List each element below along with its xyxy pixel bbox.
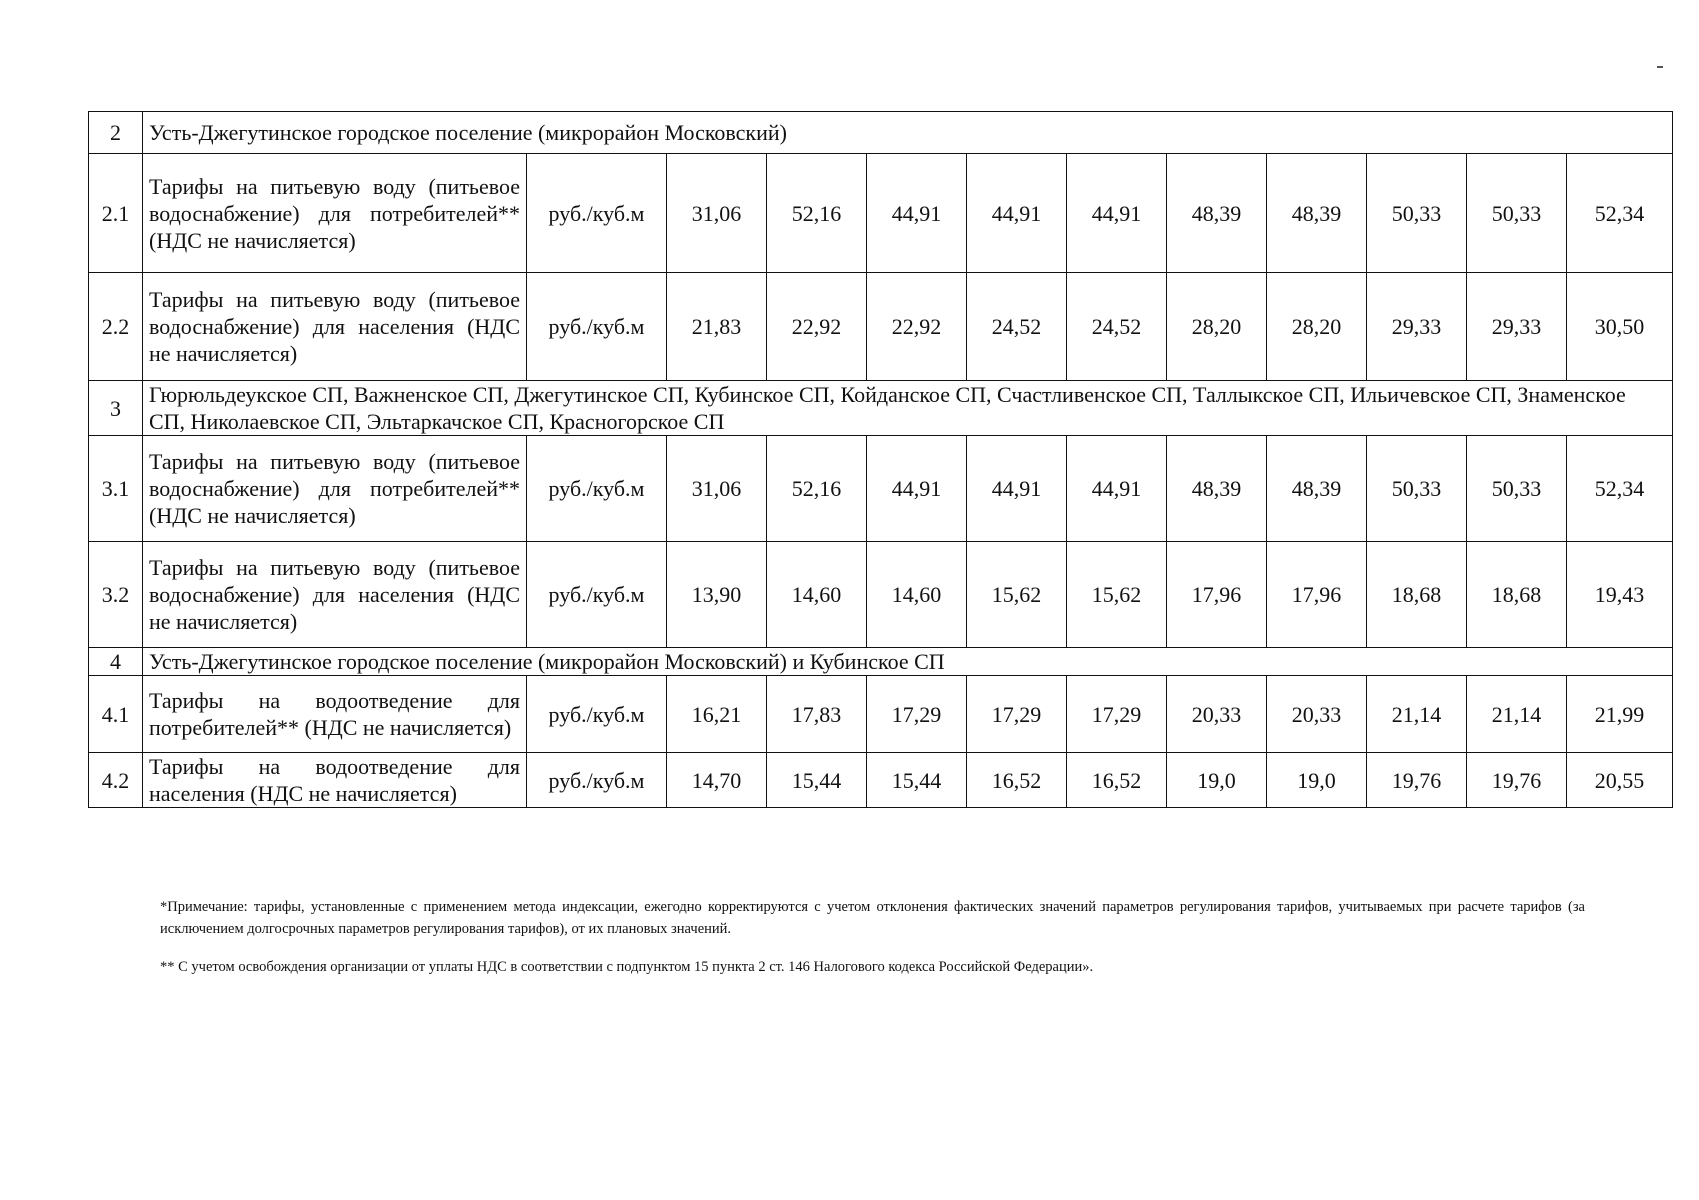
- row-number: 3.1: [89, 436, 143, 542]
- scan-mark: [1657, 66, 1663, 68]
- tariff-value: 48,39: [1167, 436, 1267, 542]
- tariff-value: 14,60: [767, 542, 867, 648]
- tariff-value: 16,52: [967, 753, 1067, 808]
- tariff-value: 19,0: [1167, 753, 1267, 808]
- unit-cell: руб./куб.м: [527, 676, 667, 753]
- tariff-value: 50,33: [1467, 154, 1567, 273]
- tariff-value: 18,68: [1467, 542, 1567, 648]
- section-title: Усть-Джегутинское городское поселение (микрорайон Московский): [143, 112, 1673, 154]
- tariff-value: 29,33: [1367, 273, 1467, 381]
- table-row: [89, 542, 1673, 648]
- tariff-value: 28,20: [1167, 273, 1267, 381]
- tariff-value: 44,91: [967, 436, 1067, 542]
- tariff-value: 20,33: [1167, 676, 1267, 753]
- tariff-value: 19,76: [1367, 753, 1467, 808]
- unit-cell: руб./куб.м: [527, 154, 667, 273]
- tariff-value: 50,33: [1367, 154, 1467, 273]
- tariff-value: 48,39: [1267, 154, 1367, 273]
- footnote-indexation: *Примечание: тарифы, установленные с применением метода индексации, ежегодно корректируются с учетом отклонения фактических значений параметров регулирования тарифов, учитываемых при расчете тарифов (за исключением долгосрочных параметров регулирования тарифов), от их плановых значений.: [160, 899, 1585, 937]
- tariff-value: 20,55: [1567, 753, 1673, 808]
- section-row: [89, 648, 1673, 676]
- tariff-value: 44,91: [967, 154, 1067, 273]
- unit-cell: руб./куб.м: [527, 273, 667, 381]
- table-row: [89, 676, 1673, 753]
- tariff-value: 14,70: [667, 753, 767, 808]
- unit-cell: руб./куб.м: [527, 436, 667, 542]
- tariff-value: 44,91: [1067, 154, 1167, 273]
- tariff-value: 48,39: [1267, 436, 1367, 542]
- tariff-description: Тарифы на питьевую воду (питьевое водоснабжение) для потребителей** (НДС не начисляется): [143, 436, 527, 542]
- tariff-value: 21,99: [1567, 676, 1673, 753]
- unit-cell: руб./куб.м: [527, 542, 667, 648]
- row-number: 2: [89, 112, 143, 154]
- tariff-description: Тарифы на питьевую воду (питьевое водоснабжение) для населения (НДС не начисляется): [143, 273, 527, 381]
- tariff-value: 24,52: [1067, 273, 1167, 381]
- tariff-value: 44,91: [867, 436, 967, 542]
- tariff-value: 44,91: [1067, 436, 1167, 542]
- tariff-value: 17,96: [1167, 542, 1267, 648]
- row-number: 2.1: [89, 154, 143, 273]
- footnotes: [160, 896, 1585, 978]
- tariff-value: 20,33: [1267, 676, 1367, 753]
- tariff-value: 16,52: [1067, 753, 1167, 808]
- tariff-value: 52,16: [767, 154, 867, 273]
- table-row: [89, 436, 1673, 542]
- tariff-table: [88, 111, 1673, 808]
- tariff-value: 21,14: [1367, 676, 1467, 753]
- tariff-value: 19,76: [1467, 753, 1567, 808]
- table-row: [89, 154, 1673, 273]
- tariff-value: 31,06: [667, 154, 767, 273]
- section-row: [89, 112, 1673, 154]
- tariff-value: 44,91: [867, 154, 967, 273]
- tariff-value: 15,62: [967, 542, 1067, 648]
- tariff-description: Тарифы на водоотведение для населения (НДС не начисляется): [143, 753, 527, 808]
- tariff-value: 15,44: [867, 753, 967, 808]
- section-title: Усть-Джегутинское городское поселение (микрорайон Московский) и Кубинское СП: [143, 648, 1673, 676]
- tariff-value: 24,52: [967, 273, 1067, 381]
- tariff-value: 22,92: [867, 273, 967, 381]
- tariff-value: 52,34: [1567, 436, 1673, 542]
- tariff-value: 14,60: [867, 542, 967, 648]
- tariff-value: 31,06: [667, 436, 767, 542]
- tariff-value: 22,92: [767, 273, 867, 381]
- tariff-value: 17,96: [1267, 542, 1367, 648]
- tariff-value: 50,33: [1467, 436, 1567, 542]
- tariff-description: Тарифы на питьевую воду (питьевое водоснабжение) для потребителей** (НДС не начисляется): [143, 154, 527, 273]
- tariff-value: 30,50: [1567, 273, 1673, 381]
- row-number: 2.2: [89, 273, 143, 381]
- tariff-value: 19,43: [1567, 542, 1673, 648]
- tariff-value: 21,83: [667, 273, 767, 381]
- tariff-value: 29,33: [1467, 273, 1567, 381]
- row-number: 4: [89, 648, 143, 676]
- tariff-value: 28,20: [1267, 273, 1367, 381]
- tariff-value: 17,29: [867, 676, 967, 753]
- tariff-value: 15,62: [1067, 542, 1167, 648]
- tariff-value: 17,29: [967, 676, 1067, 753]
- tariff-value: 17,29: [1067, 676, 1167, 753]
- unit-cell: руб./куб.м: [527, 753, 667, 808]
- tariff-value: 18,68: [1367, 542, 1467, 648]
- table-row: [89, 273, 1673, 381]
- section-row: [89, 381, 1673, 436]
- footnote-vat: ** С учетом освобождения организации от уплаты НДС в соответствии с подпунктом 15 пункта 2 ст. 146 Налогового кодекса Российской Федерации».: [160, 959, 1094, 975]
- tariff-value: 50,33: [1367, 436, 1467, 542]
- row-number: 3.2: [89, 542, 143, 648]
- tariff-value: 16,21: [667, 676, 767, 753]
- row-number: 4.2: [89, 753, 143, 808]
- table-row: [89, 753, 1673, 808]
- row-number: 3: [89, 381, 143, 436]
- tariff-value: 21,14: [1467, 676, 1567, 753]
- tariff-value: 13,90: [667, 542, 767, 648]
- tariff-table-body: [89, 112, 1673, 808]
- section-title: Гюрюльдеукское СП, Важненское СП, Джегутинское СП, Кубинское СП, Койданское СП, Счастливенское СП, Таллыкское СП, Ильичевское СП, Знаменское СП, Николаевское СП, Эльтаркачское СП, Красногорское СП: [143, 381, 1673, 436]
- tariff-value: 17,83: [767, 676, 867, 753]
- tariff-value: 15,44: [767, 753, 867, 808]
- tariff-description: Тарифы на питьевую воду (питьевое водоснабжение) для населения (НДС не начисляется): [143, 542, 527, 648]
- row-number: 4.1: [89, 676, 143, 753]
- tariff-value: 52,34: [1567, 154, 1673, 273]
- tariff-value: 48,39: [1167, 154, 1267, 273]
- tariff-value: 19,0: [1267, 753, 1367, 808]
- tariff-description: Тарифы на водоотведение для потребителей** (НДС не начисляется): [143, 676, 527, 753]
- tariff-value: 52,16: [767, 436, 867, 542]
